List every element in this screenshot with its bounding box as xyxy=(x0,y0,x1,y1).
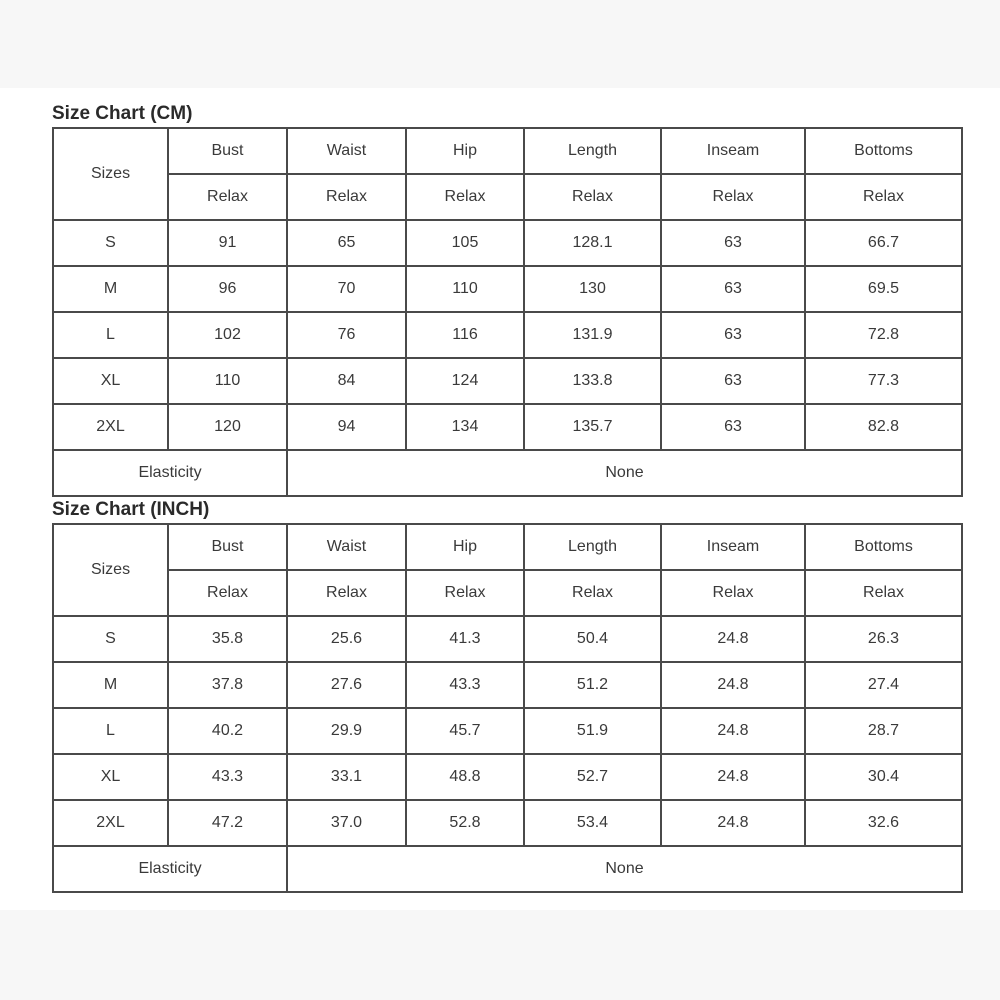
table-cell: 116 xyxy=(406,312,524,358)
header-row xyxy=(53,128,962,174)
table-cell: 120 xyxy=(168,404,287,450)
table-cell: 128.1 xyxy=(524,220,661,266)
column-header-bust: Bust xyxy=(168,128,287,174)
table-cell: 50.4 xyxy=(524,616,661,662)
table-row xyxy=(53,616,962,662)
table-cell: 133.8 xyxy=(524,358,661,404)
table-row xyxy=(53,800,962,846)
table-cell: 24.8 xyxy=(661,708,805,754)
elasticity-label-cell: Elasticity xyxy=(53,846,287,892)
sub-header-cell: Relax xyxy=(524,570,661,616)
sub-header-row xyxy=(53,174,962,220)
sub-header-cell: Relax xyxy=(406,570,524,616)
size-label-cell: 2XL xyxy=(53,800,168,846)
table-cell: 35.8 xyxy=(168,616,287,662)
table-cell: 29.9 xyxy=(287,708,406,754)
sizes-header-cell: Sizes xyxy=(53,128,168,220)
table-cell: 65 xyxy=(287,220,406,266)
table-row xyxy=(53,754,962,800)
table-cell: 47.2 xyxy=(168,800,287,846)
table-cell: 37.0 xyxy=(287,800,406,846)
header-row xyxy=(53,524,962,570)
table-cell: 52.8 xyxy=(406,800,524,846)
sub-header-cell: Relax xyxy=(661,174,805,220)
column-header-waist: Waist xyxy=(287,524,406,570)
column-header-inseam: Inseam xyxy=(661,524,805,570)
size-label-cell: M xyxy=(53,266,168,312)
table-cell: 33.1 xyxy=(287,754,406,800)
table-cell: 135.7 xyxy=(524,404,661,450)
table-cell: 27.6 xyxy=(287,662,406,708)
size-chart-cm-table xyxy=(52,127,963,497)
table-cell: 43.3 xyxy=(168,754,287,800)
table-row xyxy=(53,358,962,404)
sub-header-row xyxy=(53,570,962,616)
size-label-cell: XL xyxy=(53,358,168,404)
column-header-bust: Bust xyxy=(168,524,287,570)
size-chart-cm-title: Size Chart (CM) xyxy=(52,103,193,124)
size-label-cell: S xyxy=(53,616,168,662)
table-cell: 105 xyxy=(406,220,524,266)
table-row xyxy=(53,404,962,450)
table-cell: 25.6 xyxy=(287,616,406,662)
size-label-cell: 2XL xyxy=(53,404,168,450)
table-cell: 63 xyxy=(661,220,805,266)
table-cell: 96 xyxy=(168,266,287,312)
column-header-hip: Hip xyxy=(406,128,524,174)
table-cell: 28.7 xyxy=(805,708,962,754)
table-row xyxy=(53,312,962,358)
table-cell: 51.9 xyxy=(524,708,661,754)
sub-header-cell: Relax xyxy=(168,174,287,220)
sub-header-cell: Relax xyxy=(805,570,962,616)
elasticity-value-cell: None xyxy=(287,846,962,892)
size-chart-inch-title: Size Chart (INCH) xyxy=(52,499,210,520)
table-cell: 110 xyxy=(168,358,287,404)
table-cell: 84 xyxy=(287,358,406,404)
table-cell: 102 xyxy=(168,312,287,358)
table-cell: 124 xyxy=(406,358,524,404)
elasticity-row xyxy=(53,450,962,496)
table-row xyxy=(53,220,962,266)
size-label-cell: L xyxy=(53,312,168,358)
table-cell: 24.8 xyxy=(661,800,805,846)
column-header-waist: Waist xyxy=(287,128,406,174)
table-cell: 63 xyxy=(661,312,805,358)
table-cell: 24.8 xyxy=(661,616,805,662)
elasticity-row xyxy=(53,846,962,892)
table-cell: 94 xyxy=(287,404,406,450)
size-label-cell: M xyxy=(53,662,168,708)
table-cell: 72.8 xyxy=(805,312,962,358)
sub-header-cell: Relax xyxy=(805,174,962,220)
sub-header-cell: Relax xyxy=(524,174,661,220)
table-cell: 30.4 xyxy=(805,754,962,800)
sub-header-cell: Relax xyxy=(661,570,805,616)
table-cell: 52.7 xyxy=(524,754,661,800)
table-cell: 37.8 xyxy=(168,662,287,708)
elasticity-value-cell: None xyxy=(287,450,962,496)
elasticity-label-cell: Elasticity xyxy=(53,450,287,496)
table-cell: 77.3 xyxy=(805,358,962,404)
table-cell: 134 xyxy=(406,404,524,450)
sub-header-cell: Relax xyxy=(287,174,406,220)
column-header-bottoms: Bottoms xyxy=(805,128,962,174)
column-header-inseam: Inseam xyxy=(661,128,805,174)
table-row xyxy=(53,708,962,754)
table-cell: 40.2 xyxy=(168,708,287,754)
column-header-length: Length xyxy=(524,524,661,570)
table-cell: 130 xyxy=(524,266,661,312)
table-cell: 45.7 xyxy=(406,708,524,754)
table-cell: 69.5 xyxy=(805,266,962,312)
table-cell: 66.7 xyxy=(805,220,962,266)
table-cell: 110 xyxy=(406,266,524,312)
size-label-cell: L xyxy=(53,708,168,754)
table-cell: 41.3 xyxy=(406,616,524,662)
table-cell: 43.3 xyxy=(406,662,524,708)
table-cell: 63 xyxy=(661,358,805,404)
column-header-hip: Hip xyxy=(406,524,524,570)
table-row xyxy=(53,266,962,312)
table-cell: 48.8 xyxy=(406,754,524,800)
table-cell: 26.3 xyxy=(805,616,962,662)
table-cell: 24.8 xyxy=(661,754,805,800)
sizes-header-cell: Sizes xyxy=(53,524,168,616)
size-label-cell: S xyxy=(53,220,168,266)
table-cell: 76 xyxy=(287,312,406,358)
column-header-length: Length xyxy=(524,128,661,174)
table-cell: 32.6 xyxy=(805,800,962,846)
table-cell: 24.8 xyxy=(661,662,805,708)
table-cell: 82.8 xyxy=(805,404,962,450)
table-cell: 131.9 xyxy=(524,312,661,358)
table-cell: 63 xyxy=(661,404,805,450)
table-cell: 53.4 xyxy=(524,800,661,846)
column-header-bottoms: Bottoms xyxy=(805,524,962,570)
table-cell: 91 xyxy=(168,220,287,266)
table-cell: 70 xyxy=(287,266,406,312)
table-cell: 51.2 xyxy=(524,662,661,708)
sub-header-cell: Relax xyxy=(406,174,524,220)
sub-header-cell: Relax xyxy=(287,570,406,616)
table-cell: 63 xyxy=(661,266,805,312)
sub-header-cell: Relax xyxy=(168,570,287,616)
table-row xyxy=(53,662,962,708)
size-chart-inch-table xyxy=(52,523,963,893)
size-label-cell: XL xyxy=(53,754,168,800)
table-cell: 27.4 xyxy=(805,662,962,708)
